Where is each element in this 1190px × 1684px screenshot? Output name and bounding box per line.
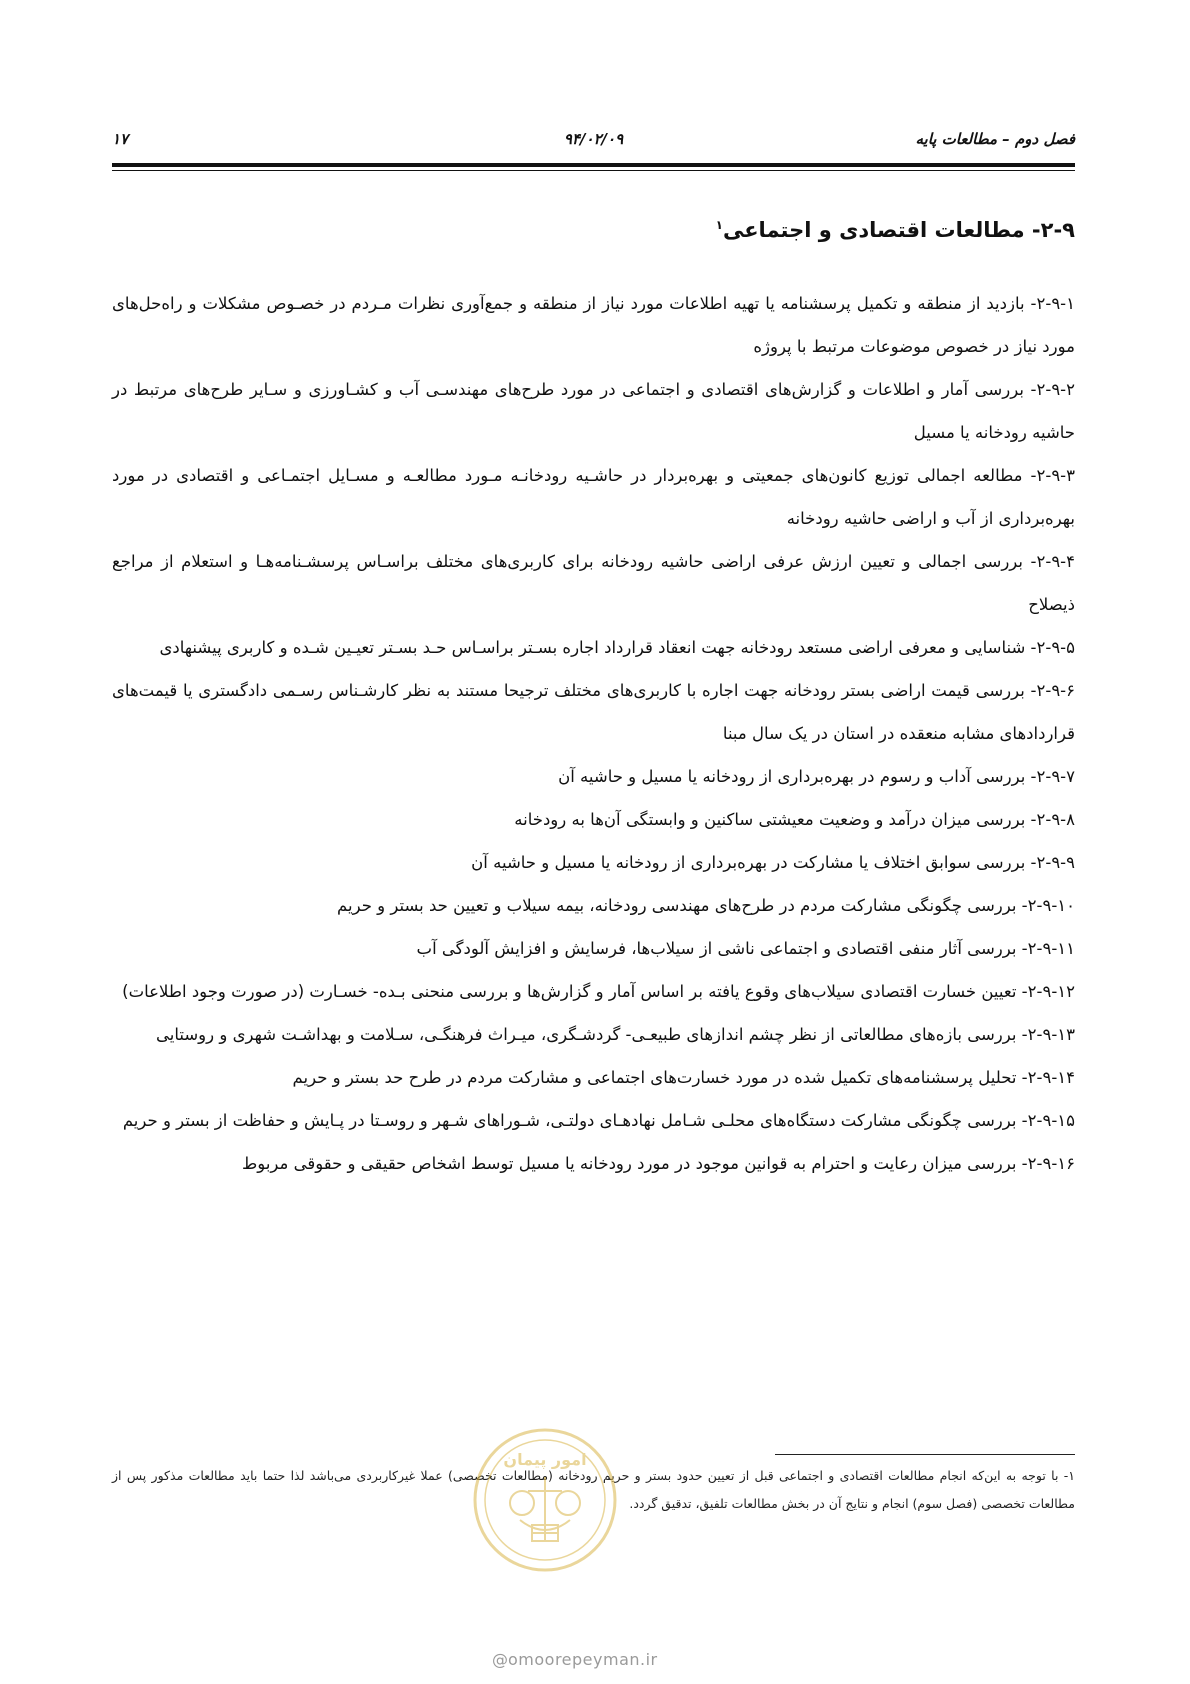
list-item: ۲-۹-۱۴- تحلیل پرسشنامه‌های تکمیل شده در مورد خسارت‌های اجتماعی و مشارکت مردم در طرح حد بستر و حریم xyxy=(292,1068,1075,1087)
list-item: ۲-۹-۲- بررسی آمار و اطلاعات و گزارش‌های اقتصادی و اجتماعی در مورد طرح‌های مهندسـی آب و کشـاورزی و سـایر طرح‌های مرتبط در حاشیه رودخانه یا مسیل xyxy=(112,380,1075,442)
study-items-list xyxy=(112,282,1075,1185)
running-header xyxy=(112,130,1075,160)
section-heading xyxy=(716,218,1075,242)
list-item: ۲-۹-۱۳- بررسی بازه‌های مطالعاتی از نظر چشم اندازهای طبیعـی- گردشـگری، میـراث فرهنگـی، سـلامت و بهداشـت شهری و روستایی xyxy=(156,1025,1075,1044)
seal-lettering: امور پیمان xyxy=(503,1450,587,1469)
header-rule-thin xyxy=(112,170,1075,171)
at-icon: @ xyxy=(492,1650,508,1669)
list-item: ۲-۹-۵- شناسایی و معرفی اراضی مستعد رودخانه جهت انعقاد قرارداد اجاره بسـتر براسـاس حـد بسـتر تعیـین شـده و کاربری پیشنهادی xyxy=(159,638,1075,657)
list-item: ۲-۹-۱- بازدید از منطقه و تکمیل پرسشنامه یا تهیه اطلاعات مورد نیاز از منطقه و جمع‌آوری نظرات مـردم در خصـوص مشکلات و راه‌حل‌های مورد نیاز در خصوص موضوعات مرتبط با پروژه xyxy=(112,294,1075,356)
site-watermark xyxy=(492,1650,658,1669)
seal-watermark-icon xyxy=(470,1425,620,1575)
footnote-separator xyxy=(775,1454,1075,1455)
list-item: ۲-۹-۶- بررسی قیمت اراضی بستر رودخانه جهت اجاره با کاربری‌های مختلف ترجیحا مستند به نظر کارشـناس رسـمی دادگستری یا قیمت‌های قراردادهای مشابه منعقده در استان در یک سال مبنا xyxy=(112,681,1075,743)
chapter-title: فصل دوم – مطالعات پایه xyxy=(915,130,1075,148)
seal-emblem xyxy=(510,1477,580,1541)
list-item: ۲-۹-۱۱- بررسی آثار منفی اقتصادی و اجتماعی ناشی از سیلاب‌ها، فرسایش و افزایش آلودگی آب xyxy=(416,939,1075,958)
list-item: ۲-۹-۳- مطالعه اجمالی توزیع کانون‌های جمعیتی و بهره‌بردار در حاشـیه رودخانـه مـورد مطالعـه و مسـایل اجتمـاعی و اقتصادی در مورد بهره‌برداری از آب و اراضی حاشیه رودخانه xyxy=(112,466,1075,528)
footnote-reference[interactable]: ۱ xyxy=(715,218,723,232)
list-item: ۲-۹-۴- بررسی اجمالی و تعیین ارزش عرفی اراضی حاشیه رودخانه برای کاربری‌های مختلف براسـاس پرسشـنامه‌هـا و استعلام از مراجع ذیصلاح xyxy=(112,552,1075,614)
header-date: ۹۴/۰۲/۰۹ xyxy=(563,130,624,148)
footnote: ۱- با توجه به این‌که انجام مطالعات اقتصادی و اجتماعی قبل از تعیین حدود بستر و حریم رودخانه (مطالعات تخصصی) عملا غیرکاربردی می‌باشد لذا حتما باید مطالعات مذکور پس از مطالعات تخصصی (فصل سوم) انجام و نتایج آن در بخش مطالعات تلفیق، تدقیق گردد. xyxy=(112,1468,1075,1511)
list-item: ۲-۹-۹- بررسی سوابق اختلاف یا مشارکت در بهره‌برداری از رودخانه یا مسیل و حاشیه آن xyxy=(471,853,1075,872)
list-item: ۲-۹-۱۰- بررسی چگونگی مشارکت مردم در طرح‌های مهندسی رودخانه، بیمه سیلاب و تعیین حد بستر و حریم xyxy=(337,896,1075,915)
page-number: ۱۷ xyxy=(112,130,129,148)
list-item: ۲-۹-۱۵- بررسی چگونگی مشارکت دستگاه‌های محلـی شـامل نهادهـای دولتـی، شـوراهای شـهر و روسـتا در پـایش و حفاظت از بستر و حریم xyxy=(122,1111,1075,1130)
header-rule-thick xyxy=(112,163,1075,167)
section-heading-text: ۲-۹- مطالعات اقتصادی و اجتماعی xyxy=(722,218,1075,242)
list-item: ۲-۹-۸- بررسی میزان درآمد و وضعیت معیشتی ساکنین و وابستگی آن‌ها به رودخانه xyxy=(514,810,1075,829)
list-item: ۲-۹-۱۶- بررسی میزان رعایت و احترام به قوانین موجود در مورد رودخانه یا مسیل توسط اشخاص حقیقی و حقوقی مربوط xyxy=(242,1154,1075,1173)
list-item: ۲-۹-۷- بررسی آداب و رسوم در بهره‌برداری از رودخانه یا مسیل و حاشیه آن xyxy=(558,767,1075,786)
list-item: ۲-۹-۱۲- تعیین خسارت اقتصادی سیلاب‌های وقوع یافته بر اساس آمار و گزارش‌ها و بررسی منحنی بـده- خسـارت (در صورت وجود اطلاعات) xyxy=(122,982,1075,1001)
watermark-text: omoorepeyman.ir xyxy=(508,1650,658,1669)
